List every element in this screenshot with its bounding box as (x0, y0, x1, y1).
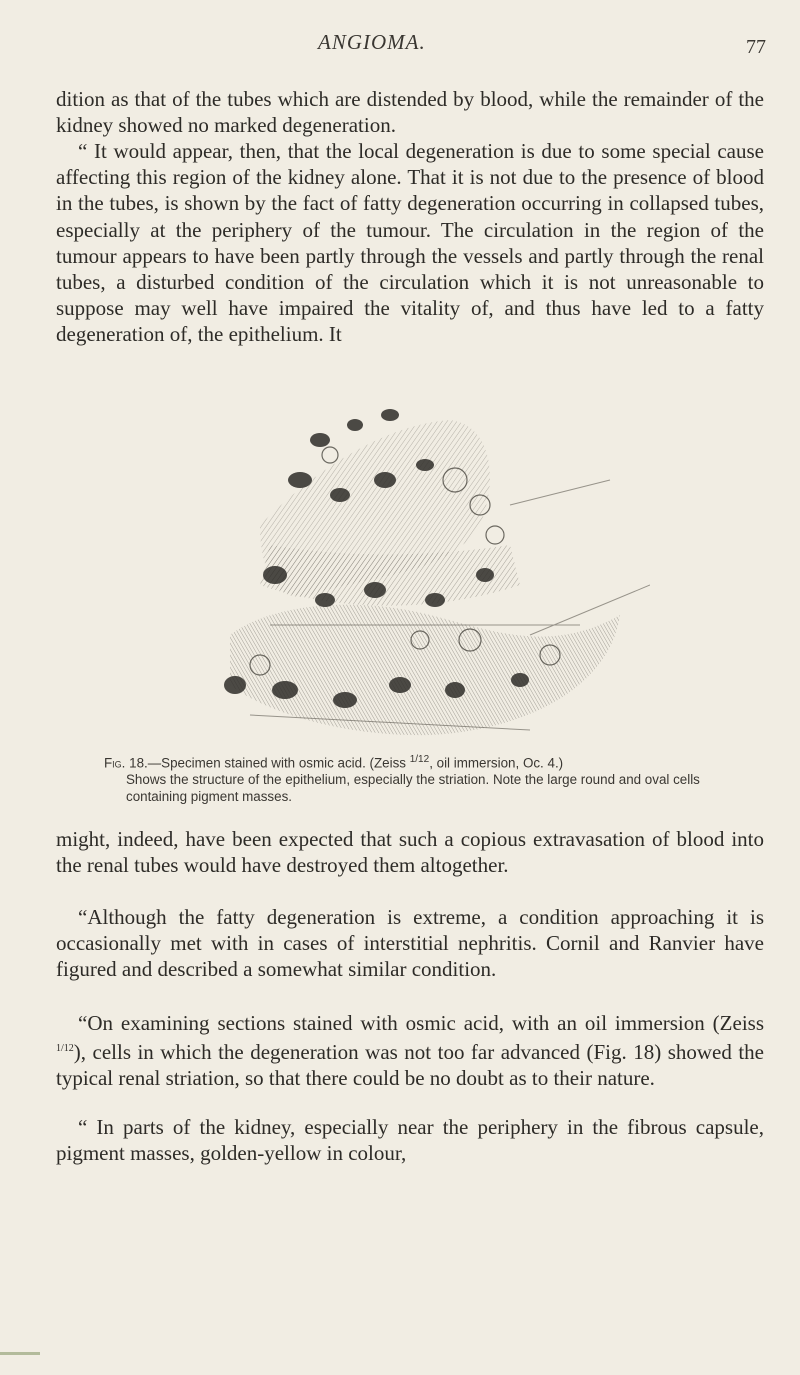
caption-fraction: 1/12 (409, 754, 430, 765)
paragraph-quote-local-degeneration: “ It would appear, then, that the local degeneration is due to some special cause affecting this region of the kidney alone. That it is not due to the presence of blood in the tubes, is shown by the fact of fatty degeneration occurring in collapsed tubes, especially at the periphery of the tumour. The circulation in the region of the tumour appears to have been partly through the vessels and partly through the renal tubes, a disturbed condition of the circulation which it is not unreasonable to suppose may well have impaired the vitality of, and thus have led to a fatty degeneration of, the epithelium. It (56, 139, 764, 347)
page-header (0, 30, 800, 70)
paragraph-pigment-masses: “ In parts of the kidney, especially near the periphery in the fibrous capsule, pigment masses, golden-yellow in colour, (56, 1115, 764, 1166)
figure-18-illustration (150, 385, 650, 740)
caption-text-a: —Specimen stained with osmic acid. (Zeiss (147, 755, 410, 771)
figure-caption (104, 751, 704, 805)
caption-description: Shows the structure of the epithelium, especially the striation. Note the large round and oval cells containing pigment masses. (126, 772, 700, 805)
paragraph-fatty-degeneration: “Although the fatty degeneration is extreme, a condition approaching it is occasionally met with in cases of interstitial nephritis. Cornil and Ranvier have figured and described a somewhat similar condition. (56, 905, 764, 982)
zeiss-fraction: 1/12 (56, 1043, 74, 1055)
paragraph-continuation: dition as that of the tubes which are distended by blood, while the remainder of the kidney showed no marked degeneration. (56, 87, 764, 138)
paragraph-extravasation: might, indeed, have been expected that such a copious extravasation of blood into the renal tubes would have destroyed them altogether. (56, 827, 764, 878)
caption-label: Fig. 18. (104, 755, 148, 771)
running-title: ANGIOMA. (318, 30, 426, 54)
epithelium-drawing (150, 385, 650, 740)
caption-text-b: , oil immersion, Oc. 4.) (429, 755, 564, 771)
caption-line-1 (104, 751, 704, 771)
page-edge-mark (0, 1352, 40, 1355)
page-number: 77 (746, 36, 766, 58)
paragraph-osmic-acid-b: ), cells in which the degeneration was not too far advanced (Fig. 18) showed the typical renal striation, so that there could be no doubt as to their nature. (56, 1040, 764, 1091)
paragraph-osmic-acid-a: “On examining sections stained with osmic acid, with an oil immersion (Zeiss (78, 1011, 764, 1035)
paragraph-osmic-acid (56, 1010, 764, 1092)
